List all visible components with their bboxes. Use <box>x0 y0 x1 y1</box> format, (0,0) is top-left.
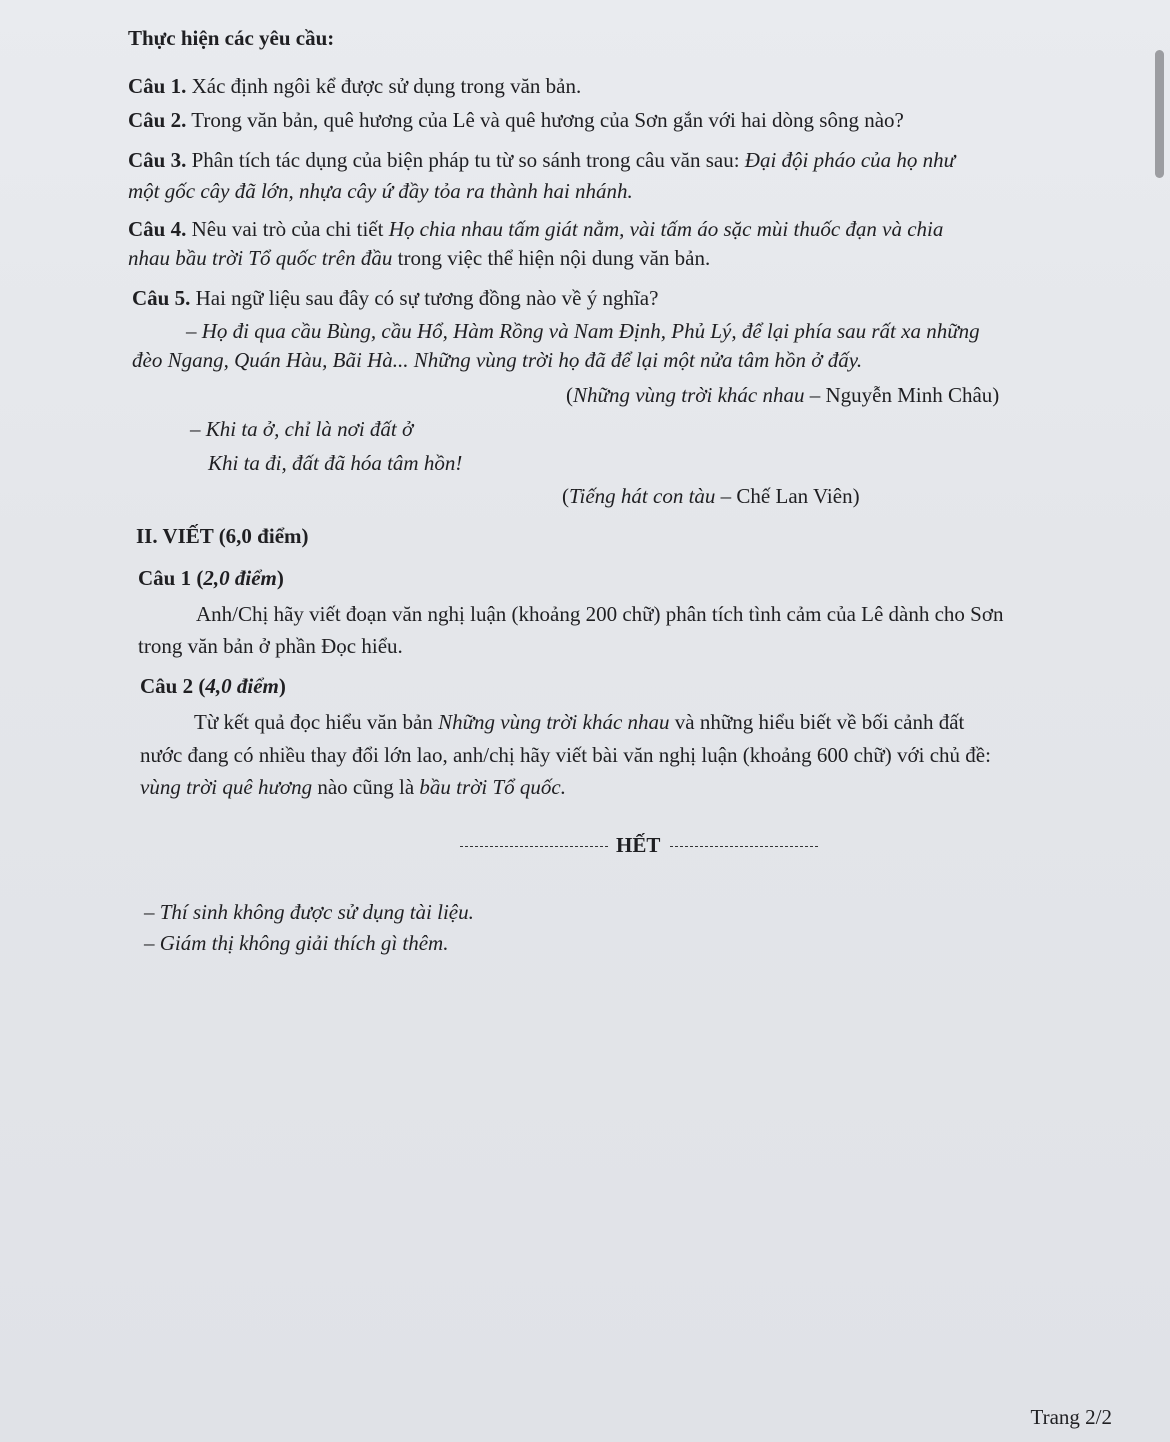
question-points: 2,0 điểm <box>203 566 277 590</box>
question-label: Câu 1 <box>138 566 192 590</box>
excerpt-2-line-1: – Khi ta ở, chỉ là nơi đất ở <box>190 417 414 441</box>
writing-q2-line-2: nước đang có nhiều thay đổi lớn lao, anh/chị hãy viết bài văn nghị luận (khoảng 600 chữ) với chủ đề: <box>140 743 991 767</box>
source-author: – Chế Lan Viên) <box>720 484 860 508</box>
writing-question-2: Câu 2 (4,0 điểm) <box>140 674 286 698</box>
excerpt-1-line-1: – Họ đi qua cầu Bùng, cầu Hổ, Hàm Rồng và Nam Định, Phủ Lý, để lại phía sau rất xa những <box>186 319 980 343</box>
work-title: Những vùng trời khác nhau <box>438 710 670 734</box>
question-4 <box>128 215 943 243</box>
page-number: Trang 2/2 <box>1030 1405 1112 1429</box>
writing-q2-text: Từ kết quả đọc hiểu văn bản <box>194 710 433 734</box>
question-4-cont <box>128 244 710 272</box>
question-text-cont: trong việc thể hiện nội dung văn bản. <box>397 246 711 270</box>
question-5 <box>132 284 658 312</box>
writing-q2-line-1 <box>194 708 964 736</box>
question-label: Câu 4. <box>128 217 187 241</box>
question-text: Trong văn bản, quê hương của Lê và quê hương của Sơn gắn với hai dòng sông nào? <box>191 108 904 132</box>
scrollbar[interactable] <box>1155 50 1164 178</box>
question-text: Phân tích tác dụng của biện pháp tu từ so sánh trong câu văn sau: <box>191 148 740 172</box>
topic-connector: nào cũng là <box>317 775 415 799</box>
end-rule-left <box>460 846 608 847</box>
topic-phrase-2: bầu trời Tổ quốc. <box>419 775 566 799</box>
excerpt-2-line-2: Khi ta đi, đất đã hóa tâm hồn! <box>208 451 463 475</box>
quoted-detail-cont: nhau bầu trời Tổ quốc trên đầu <box>128 246 393 270</box>
question-label: Câu 3. <box>128 148 187 172</box>
excerpt-1-line-2: đèo Ngang, Quán Hàu, Bãi Hà... Những vùng trời họ đã để lại một nửa tâm hồn ở đấy. <box>132 348 863 372</box>
question-3 <box>128 146 955 174</box>
quoted-sentence: Đại đội pháo của họ như <box>744 148 956 172</box>
note-2: – Giám thị không giải thích gì thêm. <box>144 931 449 955</box>
question-2 <box>128 106 904 134</box>
note-1: – Thí sinh không được sử dụng tài liệu. <box>144 900 474 924</box>
excerpt-1-source: (Những vùng trời khác nhau – Nguyễn Minh Châu) <box>566 383 1000 407</box>
end-mark: HẾT <box>616 833 661 857</box>
topic-phrase-1: vùng trời quê hương <box>140 775 313 799</box>
question-points: 4,0 điểm <box>205 674 279 698</box>
question-text: Xác định ngôi kể được sử dụng trong văn bản. <box>191 74 582 98</box>
writing-q1-line-1: Anh/Chị hãy viết đoạn văn nghị luận (khoảng 200 chữ) phân tích tình cảm của Lê dành cho Sơn <box>196 602 1004 626</box>
writing-q1-line-2: trong văn bản ở phần Đọc hiểu. <box>138 634 403 658</box>
writing-question-1: Câu 1 (2,0 điểm) <box>138 566 284 590</box>
question-text: Hai ngữ liệu sau đây có sự tương đồng nào về ý nghĩa? <box>195 286 659 310</box>
writing-q2-text-cont: và những hiểu biết về bối cảnh đất <box>674 710 965 734</box>
section-title: Thực hiện các yêu cầu: <box>128 26 335 50</box>
question-label: Câu 2. <box>128 108 187 132</box>
quoted-sentence-cont: một gốc cây đã lớn, nhựa cây ứ đầy tỏa ra thành hai nhánh. <box>128 179 633 203</box>
question-label: Câu 5. <box>132 286 191 310</box>
end-rule-right <box>670 846 818 847</box>
writing-q2-line-3 <box>140 773 566 801</box>
question-label: Câu 1. <box>128 74 187 98</box>
excerpt-2-source: (Tiếng hát con tàu – Chế Lan Viên) <box>562 484 860 508</box>
source-work: Những vùng trời khác nhau <box>573 383 805 407</box>
question-label: Câu 2 <box>140 674 194 698</box>
question-1 <box>128 72 581 100</box>
question-text: Nêu vai trò của chi tiết <box>191 217 384 241</box>
source-work: Tiếng hát con tàu <box>569 484 716 508</box>
quoted-detail: Họ chia nhau tấm giát nằm, vài tấm áo sặc mùi thuốc đạn và chia <box>388 217 944 241</box>
source-author: – Nguyễn Minh Châu) <box>809 383 1000 407</box>
writing-heading: II. VIẾT (6,0 điểm) <box>136 524 309 548</box>
